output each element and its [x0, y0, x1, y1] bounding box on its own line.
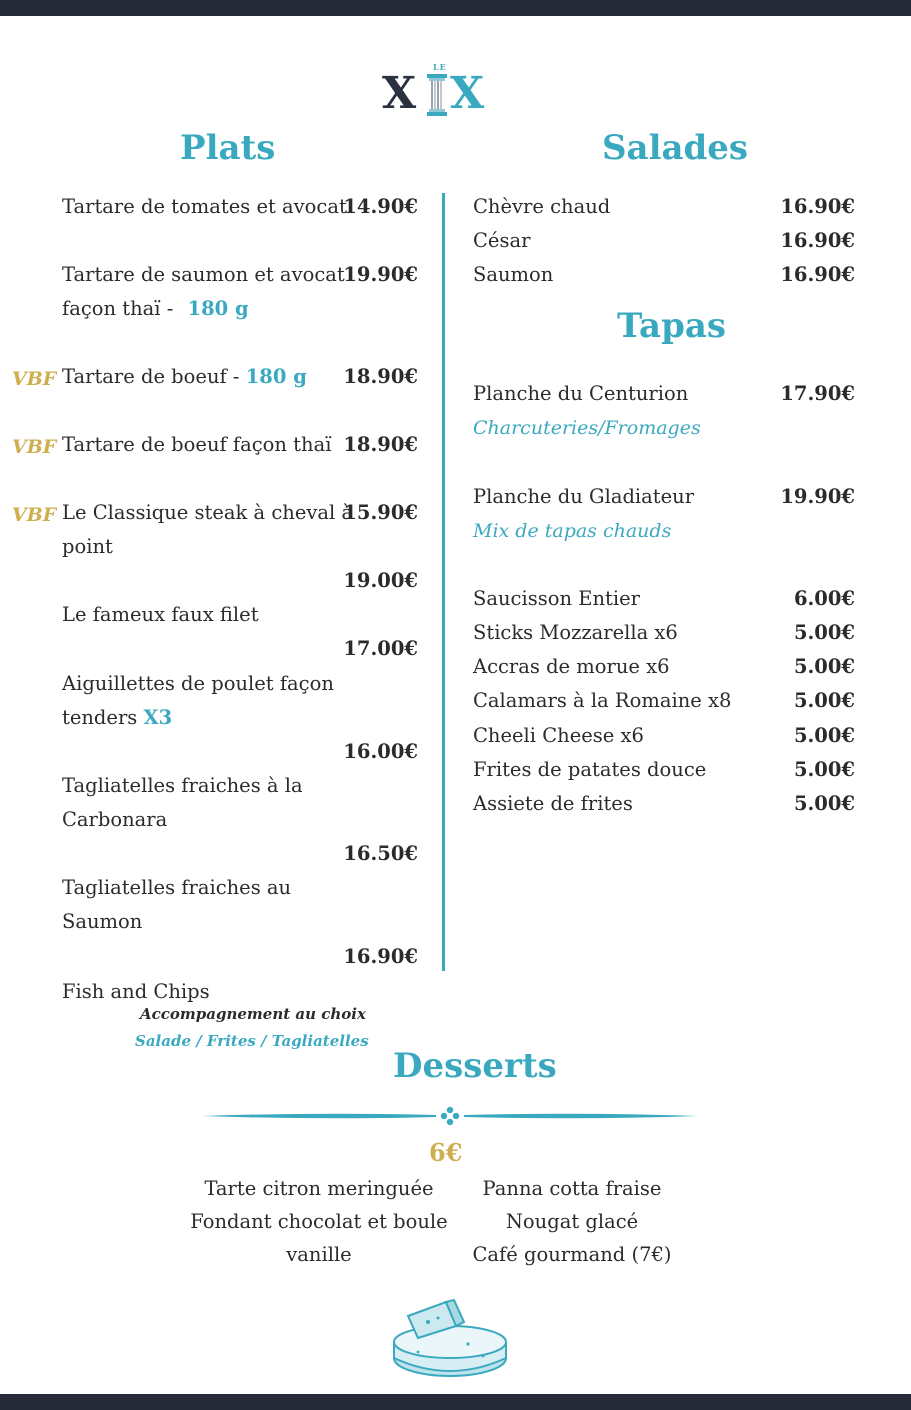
tapas-price: 5.00€: [793, 724, 855, 747]
top-bar: [0, 0, 911, 16]
desserts-heading: Desserts: [393, 1046, 557, 1086]
plat-weight: 180 g: [187, 297, 249, 320]
vbf-badge: VBF: [12, 504, 57, 526]
plats-heading: Plats: [180, 128, 276, 168]
plat-name: [62, 360, 307, 394]
planche-name: Planche du Gladiateur: [473, 485, 695, 508]
tapas-name: Frites de patates douce: [473, 758, 707, 781]
plat-price: 16.00€: [343, 740, 418, 763]
tapas-price: 5.00€: [793, 621, 855, 644]
salade-name: Chèvre chaud: [473, 195, 611, 218]
plat-qty: X3: [143, 706, 173, 729]
tapas-price: 5.00€: [793, 655, 855, 678]
plat-price: 18.90€: [343, 433, 418, 456]
planche-price: 19.90€: [780, 485, 855, 508]
plat-name: Fish and Chips: [62, 980, 210, 1003]
plat-name: Tartare de boeuf façon thaï: [62, 433, 332, 456]
column-divider: [442, 193, 445, 971]
fleur-ornament-icon: [200, 1104, 700, 1128]
cheese-icon: [388, 1292, 518, 1382]
plat-price: 14.90€: [343, 195, 418, 218]
tapas-name: Saucisson Entier: [473, 587, 640, 610]
dessert-item: Nougat glacé: [505, 1210, 639, 1233]
salade-name: César: [473, 229, 531, 252]
column-icon: [426, 74, 448, 116]
planche-desc: Mix de tapas chauds: [473, 520, 672, 542]
dessert-list-right: [442, 1172, 702, 1271]
dessert-item: Fondant chocolat et boule: [190, 1210, 448, 1233]
plat-name: Le Classique steak à cheval à: [62, 501, 354, 524]
tapas-price: 6.00€: [793, 587, 855, 610]
plat-name-cont: façon thaï -: [62, 297, 180, 320]
vbf-badge: VBF: [12, 368, 57, 390]
plat-price: 19.00€: [343, 569, 418, 592]
plat-price: 18.90€: [343, 365, 418, 388]
tapas-name: Cheeli Cheese x6: [473, 724, 644, 747]
plat-price: 19.90€: [343, 263, 418, 286]
tapas-heading: Tapas: [617, 306, 727, 346]
tapas-price: 5.00€: [793, 689, 855, 712]
plat-price: 17.00€: [343, 637, 418, 660]
bottom-bar: [0, 1394, 911, 1410]
plat-name-line2: Carbonara: [62, 808, 168, 831]
logo-letter-right: X: [450, 68, 485, 119]
salade-name: Saumon: [473, 263, 554, 286]
salade-price: 16.90€: [780, 229, 855, 252]
tapas-price: 5.00€: [793, 792, 855, 815]
plat-name-line2: point: [62, 535, 113, 558]
dessert-item: Tarte citron meringuée: [204, 1177, 434, 1200]
salades-heading: Salades: [602, 128, 749, 168]
tapas-name: Calamars à la Romaine x8: [473, 689, 732, 712]
tapas-price: 5.00€: [793, 758, 855, 781]
logo-prefix: LE: [433, 62, 447, 72]
dessert-item: vanille: [286, 1243, 352, 1266]
plat-name: Tagliatelles fraiches à la: [62, 774, 303, 797]
logo: [378, 62, 496, 118]
dessert-price: 6€: [429, 1138, 463, 1167]
tapas-name: Accras de morue x6: [473, 655, 670, 678]
plat-price: 16.90€: [343, 945, 418, 968]
plat-weight: 180 g: [245, 365, 307, 388]
dessert-list-left: [189, 1172, 449, 1271]
plat-name-line2: [62, 701, 172, 735]
logo-letter-left: X: [382, 68, 417, 119]
planche-price: 17.90€: [780, 382, 855, 405]
plat-note: Accompagnement au choix: [140, 1005, 366, 1023]
plat-name: Le fameux faux filet: [62, 603, 259, 626]
plat-options: Salade / Frites / Tagliatelles: [135, 1032, 369, 1050]
plat-name: Aiguillettes de poulet façon: [62, 672, 334, 695]
planche-desc: Charcuteries/Fromages: [473, 417, 701, 439]
plat-price: 15.90€: [343, 501, 418, 524]
plat-price: 16.50€: [343, 842, 418, 865]
salade-price: 16.90€: [780, 263, 855, 286]
plat-name-line2: Saumon: [62, 910, 143, 933]
plat-name: Tartare de saumon et avocat: [62, 263, 345, 286]
plat-name-cont: tenders: [62, 706, 144, 729]
plat-name-line2: [62, 292, 249, 326]
tapas-name: Assiete de frites: [473, 792, 633, 815]
salade-price: 16.90€: [780, 195, 855, 218]
plat-name-text: Tartare de boeuf -: [62, 365, 246, 388]
plat-name: Tagliatelles fraiches au: [62, 876, 292, 899]
dessert-item: Café gourmand (7€): [472, 1243, 672, 1266]
tapas-name: Sticks Mozzarella x6: [473, 621, 678, 644]
planche-name: Planche du Centurion: [473, 382, 689, 405]
plat-name: Tartare de tomates et avocat: [62, 195, 347, 218]
dessert-item: Panna cotta fraise: [482, 1177, 662, 1200]
vbf-badge: VBF: [12, 436, 57, 458]
